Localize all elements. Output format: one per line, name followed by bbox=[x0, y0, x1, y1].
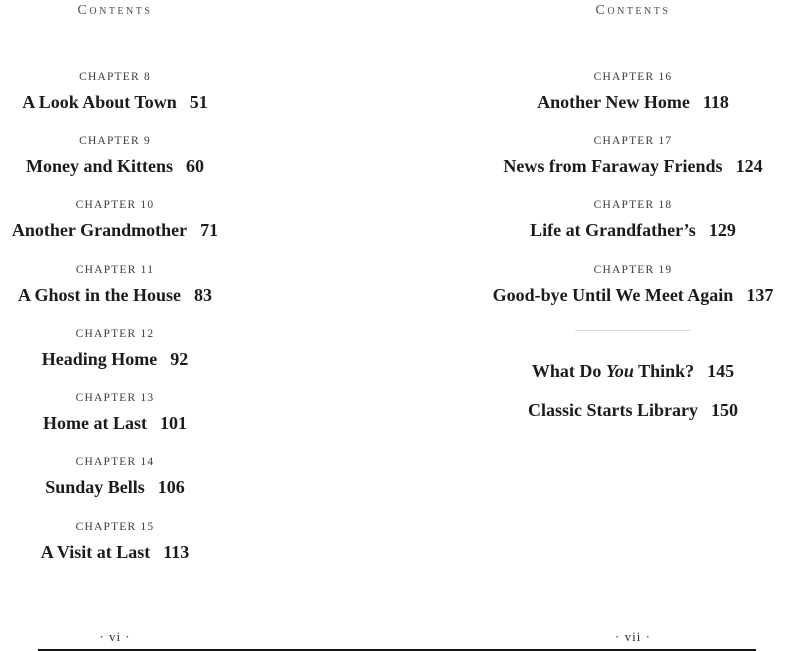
chapter-title bbox=[0, 283, 230, 307]
chapter-page-number: 101 bbox=[159, 413, 187, 433]
toc-entry bbox=[453, 263, 800, 307]
running-head: Contents bbox=[595, 3, 671, 18]
chapter-page-number: 118 bbox=[702, 92, 729, 112]
back-matter-title-italic: You bbox=[605, 361, 634, 381]
chapter-page-number: 71 bbox=[200, 220, 219, 240]
toc-page-right bbox=[453, 0, 800, 651]
chapter-label: CHAPTER 19 bbox=[593, 264, 673, 276]
running-head: Contents bbox=[77, 3, 153, 18]
chapter-label: CHAPTER 18 bbox=[593, 199, 673, 211]
chapter-label: CHAPTER 10 bbox=[75, 199, 155, 211]
back-matter-title-post: Think? bbox=[633, 361, 695, 381]
toc-entry bbox=[453, 198, 800, 242]
chapter-title-text: Another Grandmother bbox=[11, 220, 188, 240]
back-matter-page-number: 145 bbox=[707, 361, 735, 381]
chapter-title-text: Sunday Bells bbox=[45, 477, 145, 497]
page-number-folio: · vii · bbox=[615, 629, 651, 644]
chapter-label: CHAPTER 8 bbox=[79, 71, 151, 83]
chapter-title-text: Another New Home bbox=[537, 92, 690, 112]
chapter-label: CHAPTER 15 bbox=[75, 521, 155, 533]
back-matter-page-number: 150 bbox=[711, 400, 738, 420]
chapter-title bbox=[0, 347, 230, 371]
chapter-title-text: A Look About Town bbox=[22, 92, 177, 112]
toc-entry bbox=[453, 134, 800, 178]
chapter-page-number: 83 bbox=[194, 285, 213, 305]
chapter-label: CHAPTER 9 bbox=[79, 135, 151, 147]
chapter-page-number: 92 bbox=[170, 349, 189, 369]
toc-entry bbox=[0, 520, 230, 564]
chapter-label: CHAPTER 14 bbox=[75, 456, 155, 468]
chapter-title-text: Life at Grandfather’s bbox=[530, 220, 696, 240]
chapter-page-number: 124 bbox=[735, 156, 763, 176]
chapter-label: CHAPTER 16 bbox=[593, 71, 673, 83]
chapter-title bbox=[0, 218, 230, 242]
chapter-title bbox=[453, 90, 800, 114]
toc-entry bbox=[0, 134, 230, 178]
chapter-page-number: 129 bbox=[708, 220, 736, 240]
chapter-label: CHAPTER 17 bbox=[593, 135, 673, 147]
chapter-title-text: A Visit at Last bbox=[40, 542, 151, 562]
chapter-title bbox=[0, 475, 230, 499]
page-number-folio: · vi · bbox=[99, 629, 131, 644]
chapter-title-text: A Ghost in the House bbox=[17, 285, 182, 305]
chapter-title bbox=[453, 218, 800, 242]
chapter-title-text: News from Faraway Friends bbox=[503, 156, 723, 176]
chapter-title-text: Heading Home bbox=[41, 349, 158, 369]
toc-entry bbox=[0, 327, 230, 371]
chapter-label: CHAPTER 12 bbox=[75, 328, 155, 340]
chapter-title-text: Home at Last bbox=[43, 413, 147, 433]
chapter-page-number: 60 bbox=[186, 156, 204, 176]
chapter-page-number: 137 bbox=[746, 285, 774, 305]
toc-entry bbox=[453, 70, 800, 114]
chapter-title bbox=[453, 154, 800, 178]
chapter-title bbox=[0, 540, 230, 564]
chapter-page-number: 113 bbox=[163, 542, 190, 562]
chapter-title bbox=[453, 283, 800, 307]
toc-page-left bbox=[0, 0, 230, 651]
back-matter-title-pre: What Do bbox=[531, 361, 606, 381]
chapter-page-number: 106 bbox=[157, 477, 185, 497]
back-matter-entry bbox=[453, 398, 800, 422]
back-matter-title-pre: Classic Starts Library bbox=[528, 400, 698, 420]
toc-entry bbox=[0, 263, 230, 307]
chapter-page-number: 51 bbox=[189, 92, 208, 112]
chapter-title bbox=[0, 154, 230, 178]
toc-entry bbox=[0, 198, 230, 242]
toc-entry bbox=[0, 455, 230, 499]
back-matter-entry bbox=[453, 359, 800, 383]
chapter-label: CHAPTER 13 bbox=[75, 392, 155, 404]
chapter-title-text: Money and Kittens bbox=[25, 156, 173, 176]
chapter-title bbox=[0, 90, 230, 114]
chapter-title-text: Good-bye Until We Meet Again bbox=[492, 285, 734, 305]
chapter-title bbox=[0, 411, 230, 435]
section-divider bbox=[575, 330, 691, 331]
toc-entry bbox=[0, 391, 230, 435]
toc-entry bbox=[0, 70, 230, 114]
chapter-label: CHAPTER 11 bbox=[75, 264, 155, 276]
